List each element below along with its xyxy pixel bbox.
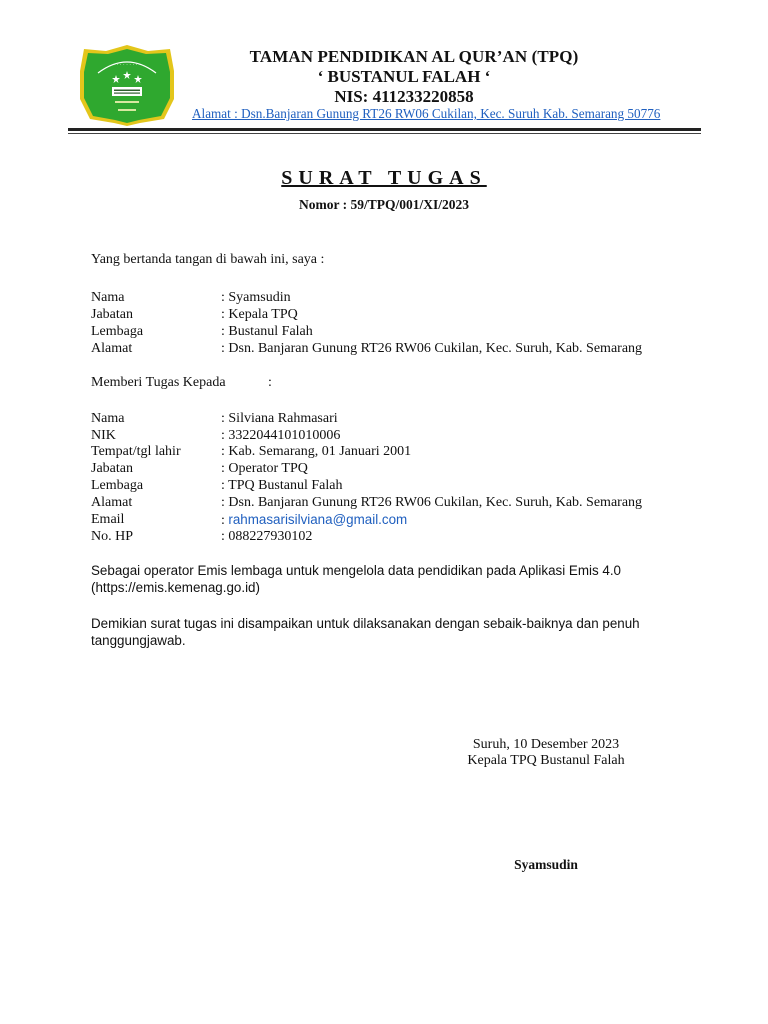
field-label: Alamat [91, 495, 133, 510]
field-label: Jabatan [91, 307, 133, 322]
field-value: : Bustanul Falah [221, 324, 313, 339]
field-value: : Operator TPQ [221, 461, 308, 476]
email-colon: : [221, 513, 225, 528]
opening-statement: Yang bertanda tangan di bawah ini, saya : [91, 252, 325, 267]
institution-subname: ‘ BUSTANUL FALAH ‘ [317, 67, 491, 86]
field-value: : Kepala TPQ [221, 307, 298, 322]
institution-nis: NIS: 411233220858 [334, 87, 474, 106]
institution-name: TAMAN PENDIDIKAN AL QUR’AN (TPQ) [249, 47, 579, 66]
letter-number: Nomor : 59/TPQ/001/XI/2023 [299, 197, 469, 212]
assignment-intro-colon: : [268, 375, 272, 390]
field-label: NIK [91, 428, 116, 443]
field-value: : Silviana Rahmasari [221, 411, 338, 426]
field-label: Lembaga [91, 478, 144, 493]
field-label: Jabatan [91, 461, 133, 476]
field-value: : Dsn. Banjaran Gunung RT26 RW06 Cukilan, Kec. Suruh, Kab. Semarang [221, 341, 643, 356]
letterhead-divider-thick [68, 128, 701, 131]
email-link[interactable]: rahmasarisilviana@gmail.com [228, 512, 408, 527]
field-value: : Kab. Semarang, 01 Januari 2001 [221, 444, 412, 459]
purpose-line-1: Sebagai operator Emis lembaga untuk mengelola data pendidikan pada Aplikasi Emis 4.0 [91, 563, 622, 578]
signature-role: Kepala TPQ Bustanul Falah [467, 753, 625, 768]
institution-address-link[interactable]: Alamat : Dsn.Banjaran Gunung RT26 RW06 Cukilan, Kec. Suruh Kab. Semarang 50776 [192, 106, 661, 121]
field-label: No. HP [91, 529, 134, 544]
field-value: : Dsn. Banjaran Gunung RT26 RW06 Cukilan, Kec. Suruh, Kab. Semarang [221, 495, 643, 510]
field-label: Nama [91, 411, 125, 426]
closing-line-1: Demikian surat tugas ini disampaikan untuk dilaksanakan dengan sebaik-baiknya dan penuh [91, 616, 640, 631]
field-value [221, 511, 407, 529]
signature-name: Syamsudin [514, 857, 578, 872]
field-value: : 3322044101010006 [221, 428, 341, 443]
letter-title: SURAT TUGAS [281, 167, 487, 189]
field-value: : Syamsudin [221, 290, 291, 305]
field-value: : TPQ Bustanul Falah [221, 478, 343, 493]
closing-line-2: tanggungjawab. [91, 633, 186, 648]
field-label: Nama [91, 290, 125, 305]
field-label: Tempat/tgl lahir [91, 444, 181, 459]
svg-text:· · · · · · · · ·: · · · · · · · · · [113, 62, 141, 68]
field-value: : 088227930102 [221, 529, 313, 544]
signature-place-date: Suruh, 10 Desember 2023 [472, 737, 620, 752]
field-label: Email [91, 512, 125, 527]
field-label: Alamat [91, 341, 133, 356]
tpq-emblem-icon [78, 43, 176, 127]
assignment-intro-text: Memberi Tugas Kepada [91, 375, 226, 390]
purpose-line-2: (https://emis.kemenag.go.id) [91, 580, 260, 595]
field-label: Lembaga [91, 324, 144, 339]
letterhead-divider-thin [68, 133, 701, 134]
